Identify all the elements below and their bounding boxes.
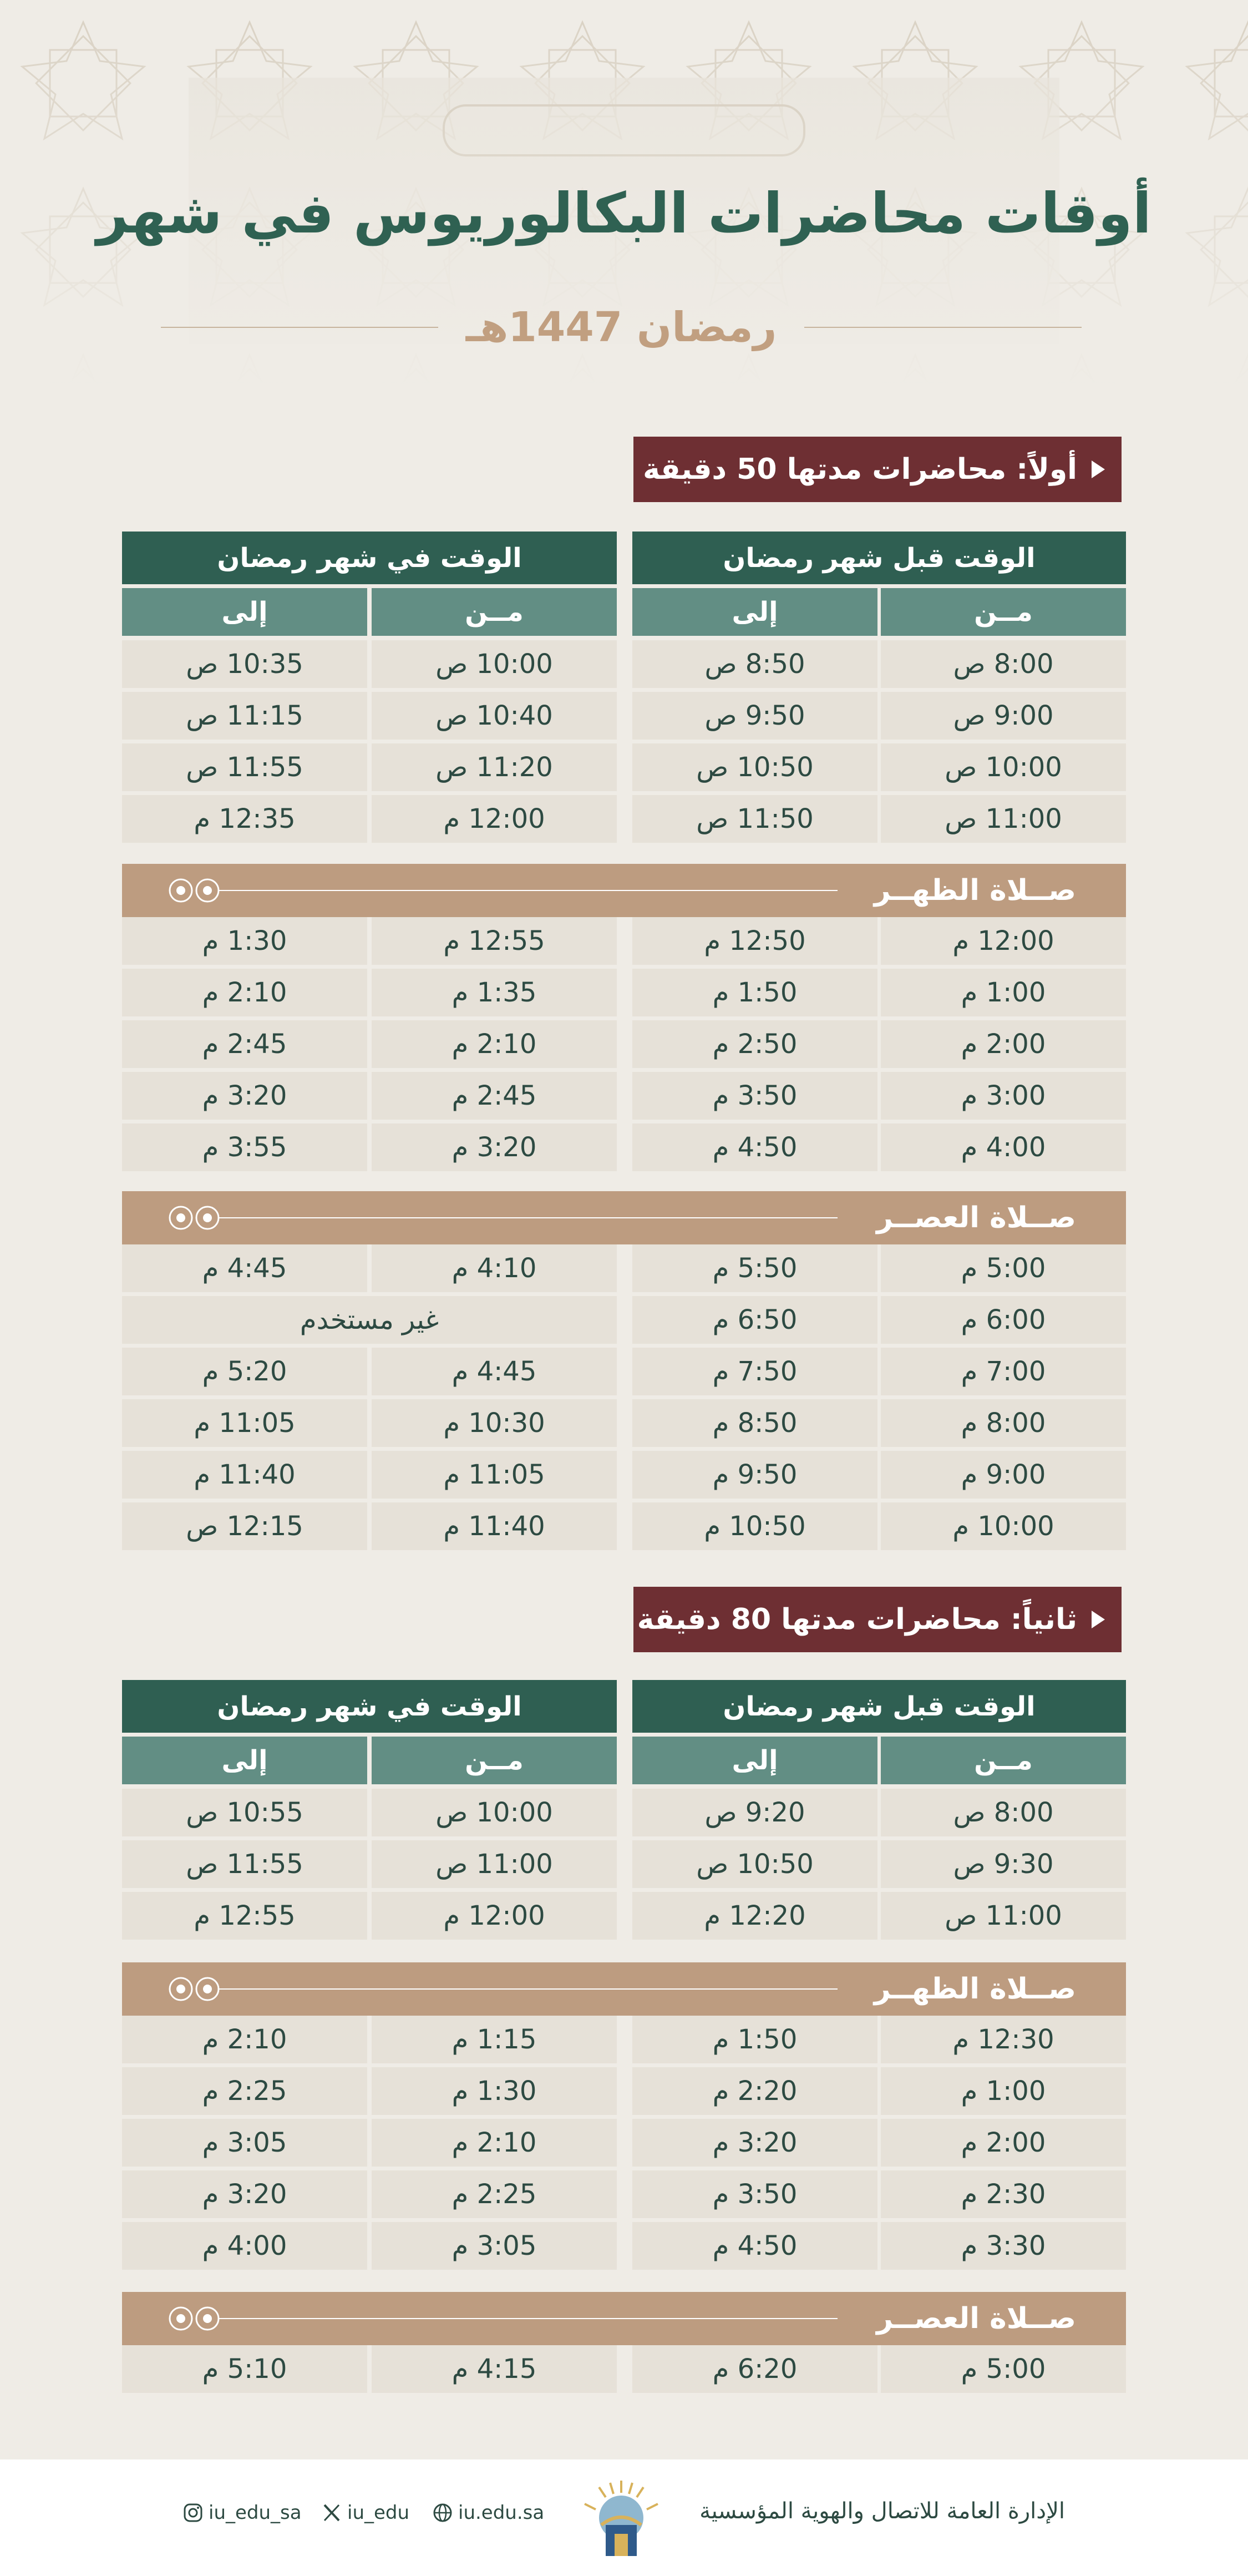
time-cell: 2:00 م [881,2119,1126,2167]
time-cell: 12:55 م [372,917,617,965]
time-cell: 12:35 م [122,795,367,843]
x-handle-text: iu_edu [347,2502,410,2524]
time-cell: 3:05 م [122,2119,367,2167]
time-cell: 10:50 ص [632,743,877,791]
dhuhr-prayer-bar [122,864,1126,917]
time-cell: 2:25 م [122,2067,367,2115]
prayer-divider-line [219,1217,838,1218]
time-cell: 4:45 م [122,1244,367,1292]
time-cell: 5:50 م [632,1244,877,1292]
time-cell: 12:00 م [881,917,1126,965]
arrow-icon [1092,1611,1105,1628]
header-during-ramadan: الوقت في شهر رمضان [122,1680,617,1733]
time-cell: 5:00 م [881,2345,1126,2393]
time-cell: 9:50 م [632,1451,877,1499]
time-cell: 11:20 ص [372,743,617,791]
divider-line [161,327,438,328]
prayer-label: صــلاة الظهــر [874,874,1076,907]
time-cell: 2:10 م [372,2119,617,2167]
time-cell: 8:00 ص [881,1789,1126,1836]
time-cell: 7:50 م [632,1348,877,1395]
time-cell: 4:00 م [122,2222,367,2270]
time-cell: 10:50 م [632,1502,877,1550]
time-cell: 11:40 م [122,1451,367,1499]
time-cell: 1:00 م [881,2067,1126,2115]
time-cell: 9:20 ص [632,1789,877,1836]
arrow-icon [1092,460,1105,478]
subheader-to: إلى [122,588,367,636]
prayer-label: صــلاة العصــر [876,1201,1076,1234]
time-cell: 1:00 م [881,969,1126,1016]
time-cell: 4:15 م [372,2345,617,2393]
time-cell: 12:15 ص [122,1502,367,1550]
time-cell: 10:40 ص [372,692,617,740]
time-cell: 10:00 ص [372,640,617,688]
asr-prayer-bar [122,1191,1126,1244]
university-logo [577,2476,666,2565]
time-cell: 4:50 م [632,2222,877,2270]
dhuhr-prayer-bar [122,1962,1126,2016]
section2-label [633,1587,1122,1652]
time-cell: 3:30 م [881,2222,1126,2270]
time-cell: 10:55 ص [122,1789,367,1836]
time-cell: 9:30 ص [881,1840,1126,1888]
time-cell: 1:30 م [122,917,367,965]
subheader-from: مــن [881,1737,1126,1784]
time-cell: 12:30 م [881,2016,1126,2063]
time-cell: 10:00 ص [372,1789,617,1836]
time-cell: 11:15 ص [122,692,367,740]
header-before-ramadan: الوقت قبل شهر رمضان [632,1680,1126,1733]
time-cell: غير مستخدم [122,1296,617,1344]
instagram-icon [183,2503,203,2523]
header-during-ramadan: الوقت في شهر رمضان [122,532,617,584]
subheader-from: مــن [372,1737,617,1784]
prayer-divider-line [219,1988,838,1990]
time-cell: 12:20 م [632,1892,877,1940]
time-cell: 10:00 ص [881,743,1126,791]
section-label-text: ثانياً: محاضرات مدتها 80 دقيقة [637,1603,1077,1636]
time-cell: 2:10 م [122,2016,367,2063]
time-cell: 3:20 م [372,1123,617,1171]
time-cell: 4:50 م [632,1123,877,1171]
subheader-to: إلى [122,1737,367,1784]
instagram-text: iu_edu_sa [209,2502,302,2524]
time-cell: 11:50 ص [632,795,877,843]
time-cell: 5:00 م [881,1244,1126,1292]
time-cell: 9:50 ص [632,692,877,740]
time-cell: 2:00 م [881,1020,1126,1068]
footer [0,2459,1248,2576]
x-icon [322,2503,342,2523]
time-cell: 8:00 م [881,1399,1126,1447]
time-cell: 9:00 م [881,1451,1126,1499]
time-cell: 6:50 م [632,1296,877,1344]
website-text: iu.edu.sa [458,2502,545,2524]
time-cell: 12:55 م [122,1892,367,1940]
department-name: الإدارة العامة للاتصال والهوية المؤسسية [699,2498,1065,2524]
time-cell: 3:05 م [372,2222,617,2270]
section1-label [633,437,1122,502]
instagram-link[interactable] [183,2502,302,2524]
time-cell: 5:10 م [122,2345,367,2393]
time-cell: 11:40 م [372,1502,617,1550]
time-cell: 11:05 م [122,1399,367,1447]
page-subtitle: رمضان 1447هـ [465,303,777,351]
prayer-divider-line [219,890,838,891]
time-cell: 1:35 م [372,969,617,1016]
header-before-ramadan: الوقت قبل شهر رمضان [632,532,1126,584]
globe-icon [433,2503,453,2523]
website-link[interactable] [433,2502,544,2524]
time-cell: 11:55 ص [122,1840,367,1888]
time-cell: 8:50 م [632,1399,877,1447]
time-cell: 2:45 م [122,1020,367,1068]
subtitle-row [161,294,1082,361]
ornament-icon [166,2304,222,2333]
time-cell: 10:35 ص [122,640,367,688]
ornament-icon [166,876,222,905]
time-cell: 7:00 م [881,1348,1126,1395]
time-cell: 2:25 م [372,2170,617,2218]
time-cell: 1:15 م [372,2016,617,2063]
time-cell: 10:00 م [881,1502,1126,1550]
time-cell: 12:00 م [372,795,617,843]
time-cell: 4:00 م [881,1123,1126,1171]
divider-line [804,327,1082,328]
prayer-label: صــلاة العصــر [876,2302,1076,2335]
subheader-to: إلى [632,588,877,636]
time-cell: 2:30 م [881,2170,1126,2218]
time-cell: 2:20 م [632,2067,877,2115]
x-link[interactable] [322,2502,409,2524]
time-cell: 11:00 ص [372,1840,617,1888]
time-cell: 6:20 م [632,2345,877,2393]
time-cell: 10:30 م [372,1399,617,1447]
time-cell: 1:50 م [632,2016,877,2063]
time-cell: 2:10 م [122,969,367,1016]
time-cell: 11:00 ص [881,1892,1126,1940]
time-cell: 8:00 ص [881,640,1126,688]
subheader-from: مــن [881,588,1126,636]
time-cell: 3:00 م [881,1072,1126,1120]
time-cell: 3:20 م [122,2170,367,2218]
prayer-label: صــلاة الظهــر [874,1972,1076,2006]
ornament-icon [166,1203,222,1232]
time-cell: 4:45 م [372,1348,617,1395]
prayer-divider-line [219,2318,838,2319]
time-cell: 11:00 ص [881,795,1126,843]
time-cell: 3:20 م [632,2119,877,2167]
time-cell: 6:00 م [881,1296,1126,1344]
time-cell: 1:30 م [372,2067,617,2115]
time-cell: 2:50 م [632,1020,877,1068]
time-cell: 11:05 م [372,1451,617,1499]
time-cell: 11:55 ص [122,743,367,791]
subheader-to: إلى [632,1737,877,1784]
time-cell: 3:50 م [632,2170,877,2218]
time-cell: 8:50 ص [632,640,877,688]
time-cell: 5:20 م [122,1348,367,1395]
asr-prayer-bar [122,2292,1126,2345]
time-cell: 1:50 م [632,969,877,1016]
page-header [0,178,1248,250]
ornament-icon [166,1975,222,2003]
time-cell: 4:10 م [372,1244,617,1292]
section-label-text: أولاً: محاضرات مدتها 50 دقيقة [643,453,1077,486]
time-cell: 3:50 م [632,1072,877,1120]
time-cell: 9:00 ص [881,692,1126,740]
time-cell: 2:45 م [372,1072,617,1120]
subheader-from: مــن [372,588,617,636]
time-cell: 10:50 ص [632,1840,877,1888]
page-title: أوقات محاضرات البكالوريوس في شهر [97,181,1151,246]
time-cell: 3:55 م [122,1123,367,1171]
time-cell: 12:50 م [632,917,877,965]
time-cell: 3:20 م [122,1072,367,1120]
time-cell: 12:00 م [372,1892,617,1940]
time-cell: 2:10 م [372,1020,617,1068]
